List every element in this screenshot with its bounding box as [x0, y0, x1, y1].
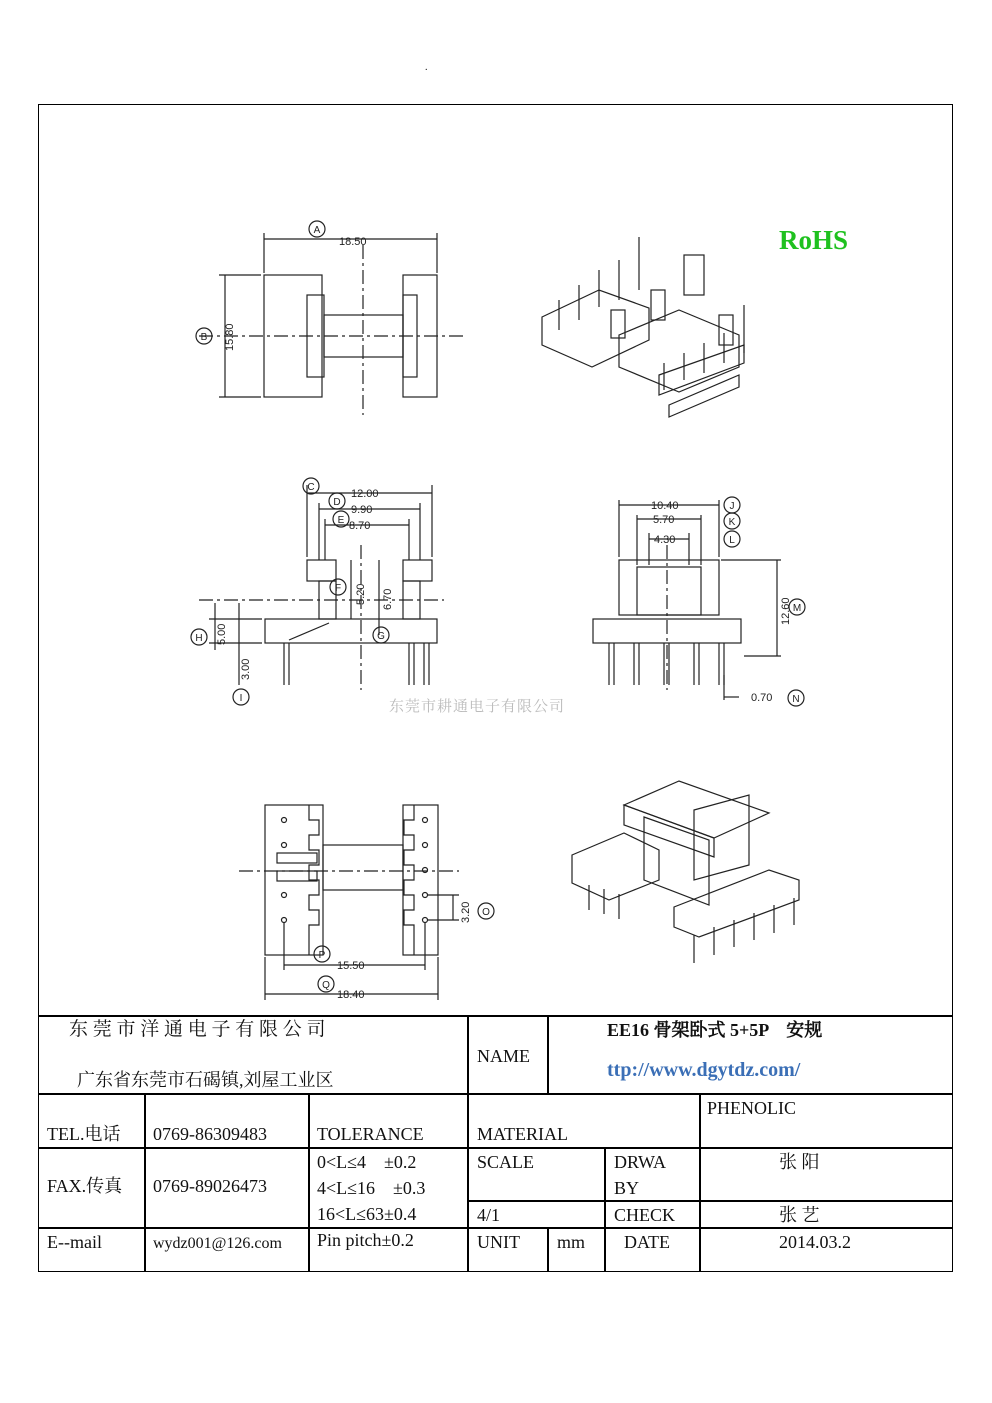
dim-E-marker: E	[337, 515, 345, 526]
tel-label: TEL.电话	[47, 1124, 121, 1144]
dim-A-value: 18.50	[339, 236, 367, 248]
scale-value: 4/1	[477, 1205, 501, 1225]
fax-value: 0769-89026473	[153, 1176, 267, 1196]
check-value: 张 艺	[779, 1205, 820, 1225]
dim-L-value: 4.30	[654, 534, 676, 546]
tolerance-4: Pin pitch±0.2	[317, 1230, 414, 1250]
dim-J-marker: J	[729, 501, 735, 512]
company-address: 广东省东莞市石碣镇,刘屋工业区	[77, 1070, 334, 1090]
email-value[interactable]: wydz001@126.com	[153, 1235, 282, 1252]
dim-D-value: 9.90	[351, 504, 373, 516]
dim-F-marker: F	[334, 583, 342, 594]
unit-value: mm	[557, 1232, 586, 1252]
dim-Q-value: 18.40	[337, 989, 365, 1001]
dim-M-value: 12.60	[780, 597, 792, 625]
top-view	[196, 221, 464, 415]
front-view	[191, 478, 444, 705]
name-label: NAME	[477, 1046, 530, 1066]
fax-label: FAX.传真	[47, 1176, 123, 1196]
rohs-mark: RoHS	[779, 225, 849, 255]
dim-I-value: 3.00	[240, 658, 252, 680]
dim-D-marker: D	[333, 497, 341, 508]
dim-H-marker: H	[195, 633, 203, 644]
website-link[interactable]: ttp://www.dgytdz.com/	[607, 1059, 801, 1081]
dim-C-value: 12.00	[351, 488, 379, 500]
tolerance-label: TOLERANCE	[317, 1124, 424, 1144]
drawing-frame	[38, 104, 953, 1272]
top-iso-view	[542, 237, 744, 417]
dim-Q-marker: Q	[322, 980, 330, 991]
title-block	[39, 1015, 952, 1271]
tolerance-2: 4<L≤16 ±0.3	[317, 1178, 426, 1198]
dim-G-marker: G	[377, 631, 385, 642]
dim-C-marker: C	[307, 482, 315, 493]
dim-M-marker: M	[792, 603, 802, 614]
dim-N-marker: N	[792, 694, 800, 705]
email-label: E--mail	[47, 1232, 102, 1252]
dim-E-value: 8.70	[349, 520, 371, 532]
dim-B-marker: B	[200, 332, 208, 343]
tolerance-3: 16<L≤63±0.4	[317, 1204, 417, 1224]
date-label: DATE	[624, 1232, 670, 1252]
company-name: 东 莞 市 洋 通 电 子 有 限 公 司	[69, 1019, 326, 1040]
dim-P-marker: P	[318, 950, 326, 961]
page-dot: .	[425, 62, 428, 73]
tolerance-1: 0<L≤4 ±0.2	[317, 1152, 417, 1172]
dim-F-value: 5.20	[355, 583, 367, 605]
side-view	[593, 497, 805, 706]
material-value: PHENOLIC	[707, 1098, 796, 1118]
dim-L-marker: L	[729, 535, 735, 546]
dim-H-value: 5.00	[216, 623, 228, 645]
dim-O-value: 3.20	[460, 901, 472, 923]
unit-label: UNIT	[477, 1232, 520, 1252]
material-label: MATERIAL	[477, 1124, 568, 1144]
dim-O-marker: O	[482, 907, 490, 918]
technical-drawing	[39, 105, 952, 1015]
scale-label: SCALE	[477, 1152, 535, 1172]
drawing-area	[39, 105, 952, 1015]
dim-P-value: 15.50	[337, 960, 365, 972]
part-name: EE16 骨架卧式 5+5P 安规	[607, 1020, 823, 1040]
watermark: 东莞市耕通电子有限公司	[389, 697, 566, 715]
drawn-by-value: 张 阳	[779, 1152, 820, 1172]
dim-K-value: 5.70	[653, 514, 675, 526]
drawn-by-label: DRWA BY	[614, 1152, 666, 1198]
date-value: 2014.03.2	[779, 1232, 851, 1252]
dim-A-marker: A	[313, 225, 321, 236]
dim-G-value: 6.70	[382, 588, 394, 610]
tel-value: 0769-86309483	[153, 1124, 267, 1144]
bottom-view	[239, 805, 494, 1000]
dim-K-marker: K	[728, 517, 736, 528]
dim-J-value: 10.40	[651, 500, 679, 512]
bottom-iso-view	[572, 781, 799, 963]
dim-I-marker: I	[239, 693, 243, 704]
dim-N-value: 0.70	[751, 692, 773, 704]
dim-B-value: 15.80	[224, 323, 236, 351]
check-label: CHECK	[614, 1205, 676, 1225]
